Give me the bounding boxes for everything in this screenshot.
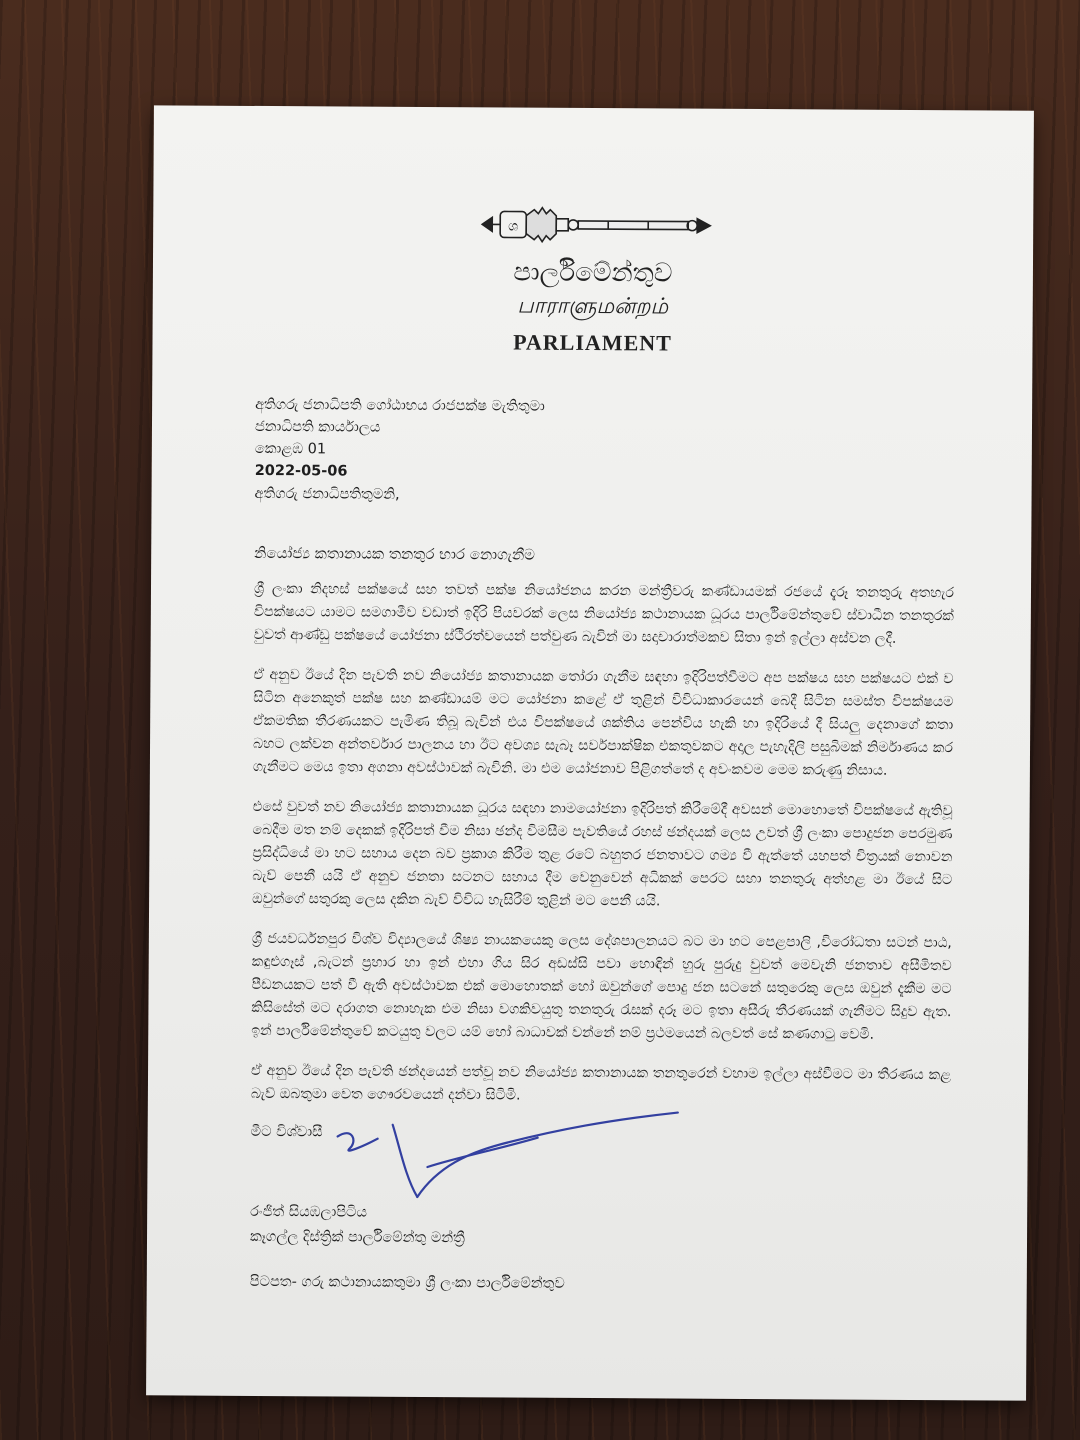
- recipient-line-3: කොළඹ 01: [254, 440, 327, 458]
- letter-body: [251, 578, 954, 1127]
- recipient-line-1: අතිගරු ජනාධිපති ගෝඨාභය රාජපක්ෂ මැතිතුමා: [255, 396, 545, 415]
- letter-paper: [146, 105, 1034, 1400]
- letter-date: 2022-05-06: [254, 462, 348, 480]
- salutation: අතිගරු ජනාධිපතිතුමනි,: [254, 485, 400, 503]
- body-paragraph-1: ශ්‍රී ලංකා නිදහස් පක්ෂයේ සහ තවත් පක්ෂ නියෝජනය කරන මන්ත්‍රීවරු කණ්ඩායමක් රජයේ දැරූ තනතුරු අතහැර විපක්ෂයට යාමට සමගාමීව වඩාත් ඉදිරි පියවරක් ලෙස නියෝජ්‍ය කථානායක ධූරය පාර්ලිමේන්තුවේ ස්වාධීන තනතුරක් වුවත් ආණ්ඩු පක්ෂයේ යෝජනා ස්ථිරත්වයෙන් පත්වුණ බැවින් මා සදාචාරාත්මකව සිතා ඉන් ඉල්ලා අස්වන ලදී.: [253, 580, 955, 647]
- recipient-line-2: ජනාධිපති කාර්යාලය: [254, 418, 381, 436]
- signer-block: [250, 1200, 465, 1251]
- subject-line: නියෝජ්‍ය කතානායක තනතුර භාර නොගැනීම: [254, 543, 536, 564]
- body-paragraph-4: ශ්‍රී ජයවර්ධනපුර විශ්ව විද්‍යාලයේ ශිෂ්‍ය නායකයෙකු ලෙස දේශපාලනයට බට මා හට පෙළපාලි ,විරෝධතා සටන් පාඨ, කඳුළුගෑස් ,බැටන් ප්‍රහාර හා ඉන් එහා ගිය සිර අඩස්සි පවා හොඳින් හුරු පුරුදු වුවත් මෙවැනි ජනතාව අසීමිතව පීඩනයකට පත් වී ඇති අවස්ථාවක එක් මොහොතක් හෝ ඔවුන්ගේ පොදු ජන සටනේ සතුරෙකු ලෙස ඔවුන් දැකීම මට කිසිසේත් මට දරාගත නොහැක එම නිසා වගකිවයුතු තනතුරු රැසක් දරූ මට ඉතා අසීරු තීරණයක් ගැනීමට සිදුව ඇත. ඉන් පාර්ලිමේන්තුවේ කටයුතු වලට යම් හෝ බාධාවක් වන්නේ නම් ප්‍රථමයෙන් බලවත් සේ කණගාටු වෙමි.: [251, 930, 952, 1043]
- letterhead-title-tamil: பாராளுமன்றம்: [517, 293, 669, 320]
- copy-to-line: පිටපත- ගරු කථානායකතුමා ශ්‍රී ලංකා පාර්ලිමේන්තුව: [249, 1273, 565, 1292]
- body-paragraph-3: එසේ වුවත් නව නියෝජ්‍ය කතානායක ධූරය සඳහා නාමයෝජනා ඉදිරිපත් කිරීමේදී අවසන් මොහොතේ විපක්ෂයේ ඇතිවූ බෙදීම මත නම් දෙකක් ඉදිරිපත් වීම නිසා ඡන්ද විමසීම පැවතියේ රහස් ඡන්දයක් ලෙස උවත් ශ්‍රී ලංකා පොදුජන පෙරමුණ ප්‍රසිද්ධියේ මා හට සහාය දෙන බව ප්‍රකාශ කිරීම තුළ රටේ බහුතර ජනතාවට ගම්‍ය වී ඇත්තේ යහපත් චිත්‍රයක් නොවන බැව් පෙනී යයි ඒ අනුව ජනතා සටනට සහාය දීම වෙනුවෙන් අධිකක් පෙරට සහා තනතුරු අත්හළ මා ඊයේ සිට ඔවුන්ගේ සතුරකු ලෙස දකින බැව් විවිධ හැසිරීම් තුළින් මට පෙනී යයි.: [252, 798, 953, 910]
- recipient-address: [255, 394, 545, 484]
- letterhead-title-english: PARLIAMENT: [513, 329, 672, 356]
- letterhead-title-sinhala: පාර්ලිමේන්තුව: [513, 257, 673, 289]
- body-paragraph-5: ඒ අනුව ඊයේ දින පැවති ඡන්දයෙන් පත්වූ නව නියෝජ්‍ය කතානායක තනතුරෙන් වහාම ඉල්ලා අස්වීමට මා තීරණය කළ බැව් ඔබතුමා වෙත ගෞරවයෙන් දන්වා සිටිමි.: [250, 1062, 952, 1104]
- parliament-mace-icon: [478, 199, 713, 250]
- signer-name: රංජිත් සියඹලාපිටිය: [250, 1203, 367, 1221]
- closing-phrase: මීට විශ්වාසී: [250, 1123, 323, 1141]
- signer-title: කෑගල්ල දිස්ත්‍රික් පාර්ලිමේන්තු මන්ත්‍රී: [249, 1228, 465, 1247]
- svg-text:ශ: ශ: [508, 218, 519, 235]
- body-paragraph-2: ඒ අනුව ඊයේ දින පැවති නව නියෝජ්‍ය කතානායක තෝරා ගැනීම සඳහා ඉදිරිපත්වීමට අප පක්ෂය සහ පක්ෂයට එක් ව සිටින අනෙකුත් පක්ෂ සහ කණ්ඩායම් මට යෝජනා කළේ ඒ තුළින් විවිධාකාරයෙන් බෙදී සිටින සමස්ත විපක්ෂයම ඒකමතික තීරණයකට පැමිණ තිබූ බැවින් එය විපක්ෂයේ ශක්තිය පෙන්විය හැකි හා ඉදිරියේ දී සියලු දෙනාගේ කතා බහට ලක්වන අන්තර්වාර පාලනය හා ඊට අවශ්‍ය සැබෑ සර්වපාක්ෂික එකතුවකට අදාල පැහැදිලි පසුබිමක් නිර්මාණය කර ගැනීමට මෙය ඉතා අගනා අවස්ථාවක් බැවිනි. මා එම යෝජනාව පිළිගත්තේ ද අවංකවම මෙම කරුණු නිසාය.: [252, 666, 954, 779]
